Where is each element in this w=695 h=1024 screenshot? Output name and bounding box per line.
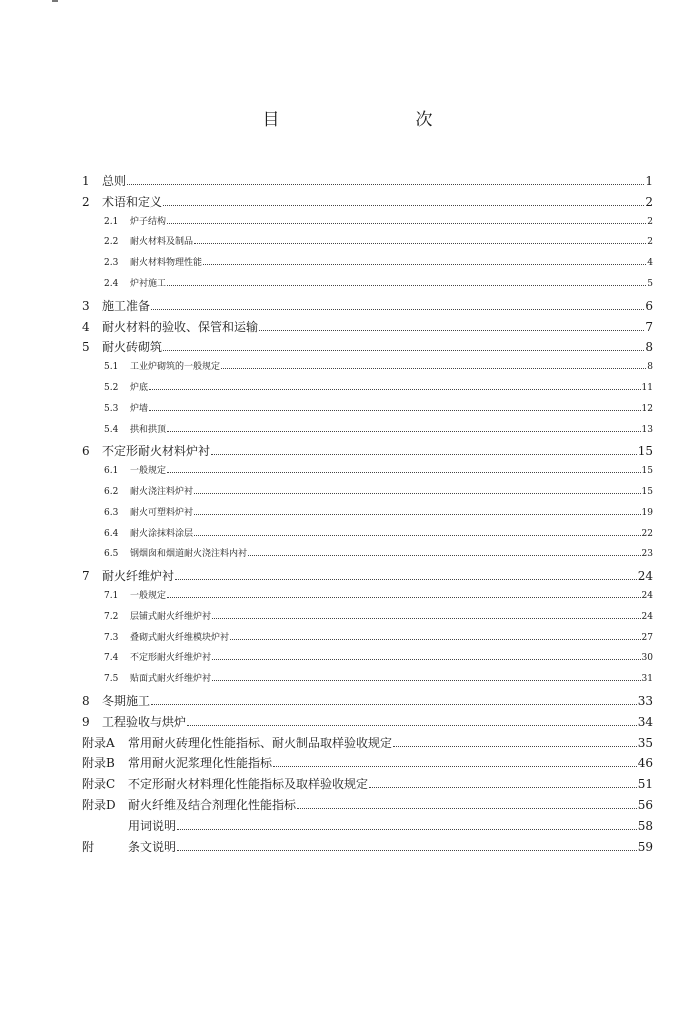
dot-leader — [163, 343, 644, 351]
dot-leader — [177, 822, 637, 830]
dot-leader — [194, 529, 641, 535]
dot-leader — [151, 697, 637, 705]
toc-entry-page: 51 — [637, 777, 653, 792]
toc-entry-title: 炉子结构 — [130, 216, 167, 227]
toc-entry-page: 31 — [641, 674, 653, 685]
toc-entry-number: 附录B — [82, 756, 115, 771]
toc-entry-page: 22 — [641, 528, 653, 539]
toc-entry-number: 5.4 — [104, 424, 119, 435]
toc-entry[interactable] — [82, 297, 653, 317]
toc-entry-page: 11 — [641, 383, 653, 393]
toc-entry-page: 58 — [637, 818, 653, 833]
toc-entry-page: 30 — [641, 653, 653, 664]
toc-entry-page: 15 — [641, 466, 653, 477]
toc-entry[interactable] — [104, 359, 653, 379]
toc-entry-number: 6.4 — [104, 528, 119, 539]
toc-entry-number: 附录D — [82, 798, 116, 812]
dot-leader — [212, 654, 641, 660]
toc-entry[interactable] — [104, 276, 653, 296]
toc-entry-number: 6.1 — [104, 466, 119, 477]
dot-leader — [177, 842, 637, 850]
toc-entry[interactable] — [82, 318, 653, 338]
toc-entry-title: 一般规定 — [130, 591, 167, 601]
dot-leader — [167, 425, 641, 431]
toc-entry-title: 不定形耐火材料炉衬 — [102, 444, 211, 459]
toc-entry-page: 2 — [647, 216, 653, 227]
toc-entry[interactable] — [104, 505, 653, 525]
toc-entry-page: 19 — [641, 507, 653, 518]
toc-entry[interactable] — [104, 671, 653, 691]
dot-leader — [187, 718, 637, 726]
page-title: 目 次 — [262, 110, 467, 130]
toc-entry[interactable] — [82, 172, 653, 192]
toc-entry-title: 拱和拱顶 — [130, 424, 167, 435]
toc-entry-title: 术语和定义 — [102, 194, 163, 209]
toc-entry[interactable] — [82, 754, 653, 774]
toc-entry-page: 59 — [637, 839, 653, 854]
toc-entry-number: 5 — [82, 340, 90, 355]
toc-entry-page: 8 — [647, 362, 653, 373]
dot-leader — [212, 675, 641, 681]
dot-leader — [211, 447, 637, 455]
toc-entry-title: 施工准备 — [102, 298, 151, 313]
toc-entry-title: 冬期施工 — [102, 694, 151, 708]
toc-entry-title: 工程验收与烘炉 — [102, 714, 187, 729]
toc-entry[interactable] — [104, 255, 653, 275]
toc-entry-page: 34 — [637, 714, 653, 729]
dot-leader — [259, 322, 644, 330]
toc-entry-page: 15 — [641, 487, 653, 497]
dot-leader — [127, 177, 644, 185]
dot-leader — [149, 384, 641, 390]
toc-entry-page: 24 — [641, 591, 653, 601]
toc-entry-number: 4 — [82, 319, 90, 334]
toc-entry[interactable] — [104, 484, 653, 504]
toc-entry-title: 用词说明 — [128, 818, 177, 833]
toc-entry-page: 15 — [637, 444, 653, 459]
toc-entry[interactable] — [104, 650, 653, 670]
toc-entry-number: 9 — [82, 714, 90, 729]
dot-leader — [221, 363, 646, 369]
toc-entry[interactable] — [104, 401, 653, 421]
dot-leader — [297, 801, 637, 809]
toc-entry-title: 工业炉砌筑的一般规定 — [130, 362, 221, 373]
toc-entry[interactable] — [104, 214, 653, 234]
toc-entry-page: 2 — [647, 237, 653, 248]
toc-entry[interactable] — [82, 193, 653, 213]
toc-entry-number: 2.1 — [104, 216, 119, 227]
toc-entry-page: 33 — [637, 694, 653, 708]
toc-entry-title: 炉衬施工 — [130, 279, 167, 289]
toc-entry[interactable] — [104, 526, 653, 546]
dot-leader — [248, 550, 641, 556]
toc-entry-number: 7.4 — [104, 653, 119, 664]
toc-entry-number: 7.5 — [104, 674, 119, 685]
dot-leader — [163, 198, 644, 206]
toc-entry-page: 2 — [645, 194, 653, 209]
dot-leader — [203, 259, 646, 265]
toc-entry[interactable] — [82, 338, 653, 358]
toc-entry-title: 条文说明 — [128, 839, 177, 854]
dot-leader — [167, 467, 641, 473]
toc-entry-number: 6.3 — [104, 507, 119, 518]
toc-entry-title: 炉墙 — [130, 403, 149, 414]
toc-entry-page: 8 — [645, 340, 653, 355]
toc-entry[interactable] — [82, 817, 653, 837]
toc-entry-page: 7 — [645, 319, 653, 334]
toc-entry-number: 2.2 — [104, 237, 119, 248]
toc-entry-number: 5.2 — [104, 383, 119, 393]
toc-entry-page: 12 — [641, 403, 653, 414]
toc-entry[interactable] — [104, 380, 653, 400]
toc-entry-number: 附录A — [82, 735, 115, 750]
toc-entry-title: 常用耐火砖理化性能指标、耐火制品取样验收规定 — [128, 735, 393, 750]
toc-entry[interactable] — [82, 692, 653, 712]
dot-leader — [167, 217, 646, 223]
toc-entry-number: 7.2 — [104, 611, 119, 622]
toc-entry-title: 耐火可塑料炉衬 — [130, 507, 194, 518]
toc-entry-number: 6.5 — [104, 549, 119, 560]
dot-leader — [175, 572, 637, 580]
toc-entry-number: 7.1 — [104, 591, 119, 601]
toc-entry-title: 耐火材料的验收、保管和运输 — [102, 319, 259, 334]
dot-leader — [273, 759, 637, 767]
toc-entry-number: 8 — [82, 694, 90, 708]
dot-leader — [167, 280, 646, 286]
dot-leader — [230, 633, 641, 639]
toc-entry-title: 耐火涂抹料涂层 — [130, 528, 194, 539]
dot-leader — [212, 612, 641, 618]
toc-entry-page: 4 — [647, 258, 653, 269]
dot-leader — [369, 780, 637, 788]
dot-leader — [167, 592, 641, 598]
toc-entry[interactable] — [82, 734, 653, 754]
toc-entry-title: 总则 — [102, 174, 127, 188]
dot-leader — [194, 508, 641, 514]
toc-entry[interactable] — [104, 234, 653, 254]
toc-entry-page: 27 — [641, 632, 653, 643]
toc-entry-number: 1 — [82, 174, 90, 188]
dot-leader — [194, 238, 646, 244]
toc-entry-number: 6 — [82, 444, 90, 459]
toc-entry[interactable] — [82, 796, 653, 816]
toc-entry[interactable] — [82, 567, 653, 587]
toc-entry-title: 耐火浇注料炉衬 — [130, 487, 194, 497]
toc-entry[interactable] — [82, 775, 653, 795]
toc-entry-title: 耐火材料及制品 — [130, 237, 194, 248]
toc-entry-title: 贴面式耐火纤维炉衬 — [130, 674, 212, 685]
toc-entry-title: 一般规定 — [130, 466, 167, 477]
toc-entry-page: 13 — [641, 424, 653, 435]
toc-entry-title: 层铺式耐火纤维炉衬 — [130, 611, 212, 622]
toc-entry[interactable] — [82, 838, 653, 858]
toc-entry-title: 叠砌式耐火纤维模块炉衬 — [130, 632, 230, 643]
toc-entry[interactable] — [104, 546, 653, 566]
dot-leader — [149, 404, 641, 410]
toc-entry[interactable] — [104, 422, 653, 442]
toc-entry-page: 6 — [645, 298, 653, 313]
dot-leader — [393, 738, 637, 746]
toc-entry-page: 56 — [637, 798, 653, 812]
dot-leader — [194, 488, 641, 494]
toc-entry-page: 24 — [637, 569, 653, 584]
toc-entry-title: 耐火材料物理性能 — [130, 258, 203, 269]
toc-entry[interactable] — [104, 463, 653, 483]
toc-entry-title: 耐火砖砌筑 — [102, 340, 163, 355]
toc-entry-title: 耐火纤维及结合剂理化性能指标 — [128, 798, 297, 812]
toc-entry-number: 7 — [82, 569, 90, 584]
toc-entry-title: 不定形耐火材料理化性能指标及取样验收规定 — [128, 777, 369, 792]
toc-entry-page: 35 — [637, 735, 653, 750]
toc-entry[interactable] — [82, 442, 653, 462]
toc-entry-number: 6.2 — [104, 487, 119, 497]
toc-entry[interactable] — [104, 630, 653, 650]
toc-entry-number: 附录C — [82, 777, 116, 792]
toc-entry-title: 常用耐火泥浆理化性能指标 — [128, 756, 273, 771]
toc-entry[interactable] — [104, 609, 653, 629]
toc-entry-page: 5 — [647, 279, 653, 289]
toc-entry-title: 耐火纤维炉衬 — [102, 569, 175, 584]
toc-entry-title: 不定形耐火纤维炉衬 — [130, 653, 212, 664]
toc-entry-title: 炉底 — [130, 383, 149, 393]
toc-entry-number: 5.3 — [104, 403, 119, 414]
toc-entry-page: 1 — [645, 174, 653, 188]
toc-entry-page: 23 — [641, 549, 653, 560]
toc-entry-number: 3 — [82, 298, 90, 313]
toc-entry-number: 附 — [82, 839, 95, 854]
toc-entry-title: 钢烟囱和烟道耐火浇注料内衬 — [130, 549, 248, 560]
toc-entry-number: 2.3 — [104, 258, 119, 269]
toc-entry-page: 46 — [637, 756, 653, 771]
toc-entry[interactable] — [82, 713, 653, 733]
toc-entry-number: 7.3 — [104, 632, 119, 643]
toc-entry-number: 5.1 — [104, 362, 119, 373]
toc-entry-page: 24 — [641, 611, 653, 622]
toc-entry-number: 2 — [82, 194, 90, 209]
toc-entry[interactable] — [104, 588, 653, 608]
dot-leader — [151, 302, 644, 310]
toc-entry-number: 2.4 — [104, 279, 119, 289]
